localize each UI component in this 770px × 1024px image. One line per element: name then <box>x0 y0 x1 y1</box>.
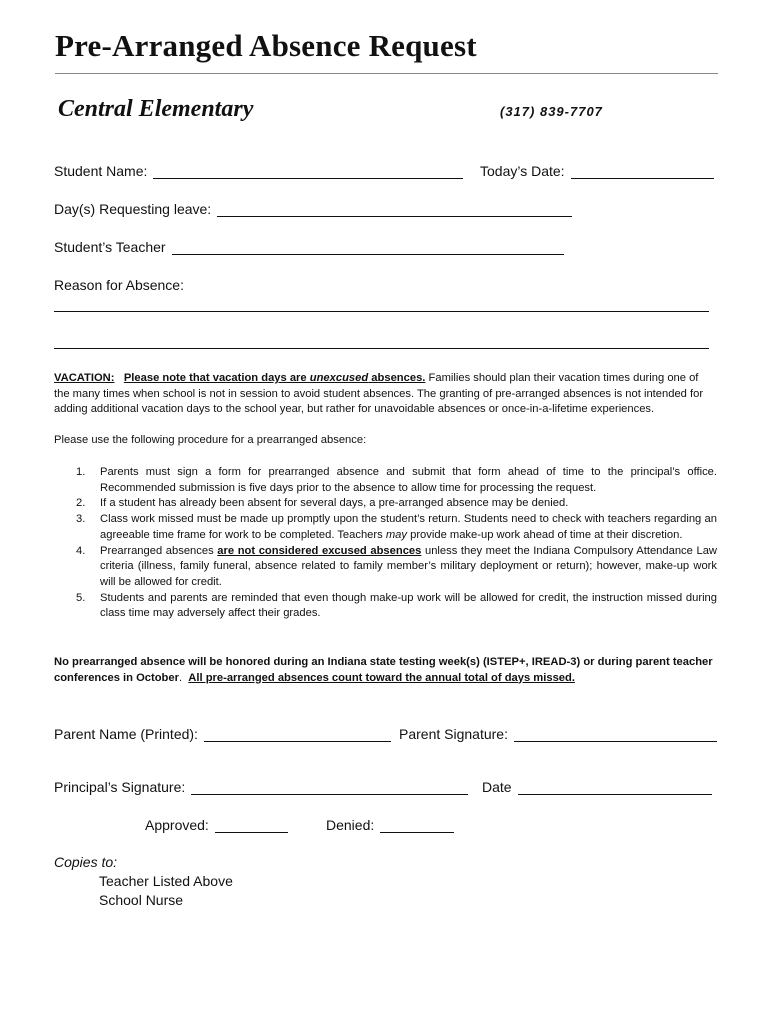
todays-date-label: Today’s Date: <box>480 163 565 179</box>
days-requesting-line[interactable] <box>217 203 572 217</box>
student-name-label: Student Name: <box>54 163 148 179</box>
principal-signature-field[interactable] <box>54 779 468 795</box>
approved-label: Approved: <box>145 817 209 833</box>
todays-date-line[interactable] <box>571 165 714 179</box>
list-item: 2. If a student has already been absent for several days, a pre-arranged absence may be denied. <box>76 497 569 510</box>
list-item: 1. Parents must sign a form for prearranged absence and submit that form ahead of time to the principal’s office. Recommended submission is five days prior to the absence to allow time for processing the request. <box>76 466 717 494</box>
student-name-line[interactable] <box>153 165 463 179</box>
parent-name-label: Parent Name (Printed): <box>54 726 198 742</box>
procedure-intro: Please use the following procedure for a prearranged absence: <box>54 434 367 446</box>
reason-line-2[interactable] <box>54 348 709 349</box>
principal-signature-line[interactable] <box>191 781 468 795</box>
students-teacher-line[interactable] <box>172 241 564 255</box>
days-requesting-label: Day(s) Requesting leave: <box>54 201 212 217</box>
parent-name-line[interactable] <box>204 728 391 742</box>
copies-item: School Nurse <box>99 892 184 908</box>
form-title: Pre-Arranged Absence Request <box>55 28 477 63</box>
todays-date-field[interactable] <box>480 163 714 179</box>
list-item: 5. Students and parents are reminded that even though make-up work will be allowed for credit, the instruction missed during class time may adversely affect their grades. <box>76 591 717 620</box>
student-name-field[interactable] <box>54 163 463 179</box>
parent-signature-field[interactable] <box>399 726 717 742</box>
copies-title: Copies to: <box>54 854 118 870</box>
denied-label: Denied: <box>326 817 375 833</box>
denied-line[interactable] <box>380 819 454 833</box>
denied-field[interactable] <box>326 817 454 833</box>
parent-name-field[interactable] <box>54 726 391 742</box>
copies-item: Teacher Listed Above <box>99 873 233 889</box>
days-requesting-field[interactable] <box>54 201 572 217</box>
school-name: Central Elementary <box>58 96 254 122</box>
students-teacher-label: Student’s Teacher <box>54 239 166 255</box>
date-label: Date <box>482 779 512 795</box>
parent-signature-line[interactable] <box>514 728 717 742</box>
parent-signature-label: Parent Signature: <box>399 726 508 742</box>
vacation-body: Families should plan their vacation times during one of the many times when school is not in session to avoid student absences. The granting of pre-arranged absences is not intended for adding additional vacation days to the school year, but rather for unavoidable absences or once-in-a-lifetime experiences. <box>54 372 704 415</box>
students-teacher-field[interactable] <box>54 239 564 255</box>
date-field[interactable] <box>482 779 712 795</box>
vacation-label: VACATION: <box>54 372 115 384</box>
title-divider <box>55 73 718 74</box>
reason-line-1[interactable] <box>54 311 709 312</box>
approved-field[interactable] <box>145 817 288 833</box>
approved-line[interactable] <box>215 819 288 833</box>
list-item: 4. Prearranged absences are not considered excused absences unless they meet the Indiana Compulsory Attendance Law criteria (illness, family funeral, absence related to family member’s military deployment or return); however, make-up work will be allowed for credit. <box>76 544 718 588</box>
testing-notice: No prearranged absence will be honored during an Indiana state testing week(s) (ISTEP+, IREAD-3) or during parent teacher conferences in October. All pre-arranged absences count toward the annual total of days missed. <box>54 656 713 684</box>
list-item: 3. Class work missed must be made up promptly upon the student’s return. Students need to check with teachers regarding an agreeable time frame for work to be completed. Teachers may provide make-up work ahead of time at their discretion. <box>76 513 717 541</box>
vacation-paragraph <box>54 371 717 418</box>
school-phone: (317) 839-7707 <box>500 104 603 119</box>
procedure-list <box>54 465 717 622</box>
vacation-note: Please note that vacation days are unexcused absences. <box>123 372 426 384</box>
principal-signature-label: Principal’s Signature: <box>54 779 186 795</box>
date-line[interactable] <box>518 781 712 795</box>
reason-label: Reason for Absence: <box>54 277 184 293</box>
